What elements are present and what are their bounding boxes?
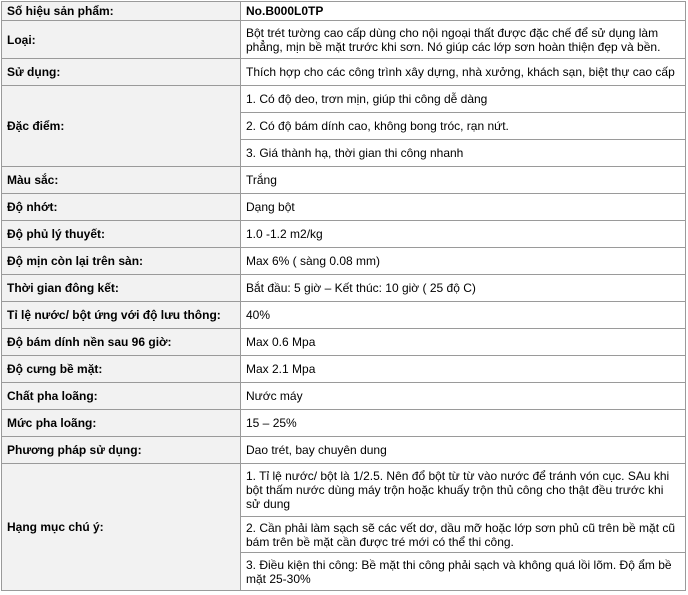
setting-time-value: Bắt đầu: 5 giờ – Kết thúc: 10 giờ ( 25 độ C) bbox=[241, 275, 686, 302]
adhesion-label: Độ bám dính nền sau 96 giờ: bbox=[2, 329, 241, 356]
spec-row-fineness bbox=[2, 248, 686, 275]
spec-row-type bbox=[2, 21, 686, 59]
product-code-value: No.B000L0TP bbox=[241, 2, 686, 21]
usage-label: Sử dụng: bbox=[2, 59, 241, 86]
method-label: Phương pháp sử dụng: bbox=[2, 437, 241, 464]
spec-row-setting-time bbox=[2, 275, 686, 302]
features-label: Đặc điểm: bbox=[2, 86, 241, 167]
feature-item-3: 3. Giá thành hạ, thời gian thi công nhanh bbox=[241, 140, 686, 167]
thinner-label: Chất pha loãng: bbox=[2, 383, 241, 410]
setting-time-label: Thời gian đông kết: bbox=[2, 275, 241, 302]
notes-label: Hạng mục chú ý: bbox=[2, 464, 241, 591]
fineness-value: Max 6% ( sàng 0.08 mm) bbox=[241, 248, 686, 275]
spec-row-product-code bbox=[2, 2, 686, 21]
spec-row-notes-1 bbox=[2, 464, 686, 517]
adhesion-value: Max 0.6 Mpa bbox=[241, 329, 686, 356]
water-ratio-label: Tỉ lệ nước/ bột ứng với độ lưu thông: bbox=[2, 302, 241, 329]
dilution-value: 15 – 25% bbox=[241, 410, 686, 437]
fineness-label: Độ mịn còn lại trên sàn: bbox=[2, 248, 241, 275]
color-label: Màu sắc: bbox=[2, 167, 241, 194]
type-value: Bột trét tường cao cấp dùng cho nội ngoại thất được đặc chế để sử dụng làm phẳng, mịn bề mặt trước khi sơn. Nó giúp các lớp sơn hoàn thiện đẹp và bền. bbox=[241, 21, 686, 59]
spec-row-thinner bbox=[2, 383, 686, 410]
coverage-value: 1.0 -1.2 m2/kg bbox=[241, 221, 686, 248]
spec-table-body bbox=[2, 2, 686, 591]
method-value: Dao trét, bay chuyên dung bbox=[241, 437, 686, 464]
thinner-value: Nước máy bbox=[241, 383, 686, 410]
type-label: Loại: bbox=[2, 21, 241, 59]
spec-row-dilution bbox=[2, 410, 686, 437]
hardness-value: Max 2.1 Mpa bbox=[241, 356, 686, 383]
spec-row-features-1 bbox=[2, 86, 686, 113]
dilution-label: Mức pha loãng: bbox=[2, 410, 241, 437]
product-code-label: Số hiệu sản phẩm: bbox=[2, 2, 241, 21]
spec-row-adhesion bbox=[2, 329, 686, 356]
feature-item-1: 1. Có độ deo, trơn mịn, giúp thi công dễ dàng bbox=[241, 86, 686, 113]
note-item-3: 3. Điều kiện thi công: Bề mặt thi công phải sạch và không quá lồi lõm. Độ ẩm bề mặt 25-30% bbox=[241, 553, 686, 591]
viscosity-label: Độ nhớt: bbox=[2, 194, 241, 221]
note-item-1: 1. Tỉ lệ nước/ bột là 1/2.5. Nên đổ bột từ từ vào nước để tránh vón cục. SAu khi bột thấm nước dùng máy trộn hoặc khuấy trộn thủ công cho thật đều trước khi sử dung bbox=[241, 464, 686, 517]
spec-row-usage bbox=[2, 59, 686, 86]
spec-row-color bbox=[2, 167, 686, 194]
note-item-2: 2. Cần phải làm sạch sẽ các vết dơ, dầu mỡ hoặc lớp sơn phủ cũ trên bề mặt cũ bám trên bề mặt cần được tré mới có thể thi công. bbox=[241, 517, 686, 553]
hardness-label: Độ cưng bề mặt: bbox=[2, 356, 241, 383]
product-spec-table bbox=[1, 1, 686, 591]
spec-row-coverage bbox=[2, 221, 686, 248]
color-value: Trắng bbox=[241, 167, 686, 194]
spec-row-viscosity bbox=[2, 194, 686, 221]
spec-row-method bbox=[2, 437, 686, 464]
water-ratio-value: 40% bbox=[241, 302, 686, 329]
feature-item-2: 2. Có độ bám dính cao, không bong tróc, rạn nứt. bbox=[241, 113, 686, 140]
coverage-label: Độ phủ lý thuyết: bbox=[2, 221, 241, 248]
viscosity-value: Dạng bột bbox=[241, 194, 686, 221]
usage-value: Thích hợp cho các công trình xây dựng, nhà xưởng, khách sạn, biệt thự cao cấp bbox=[241, 59, 686, 86]
spec-row-hardness bbox=[2, 356, 686, 383]
spec-row-water-ratio bbox=[2, 302, 686, 329]
